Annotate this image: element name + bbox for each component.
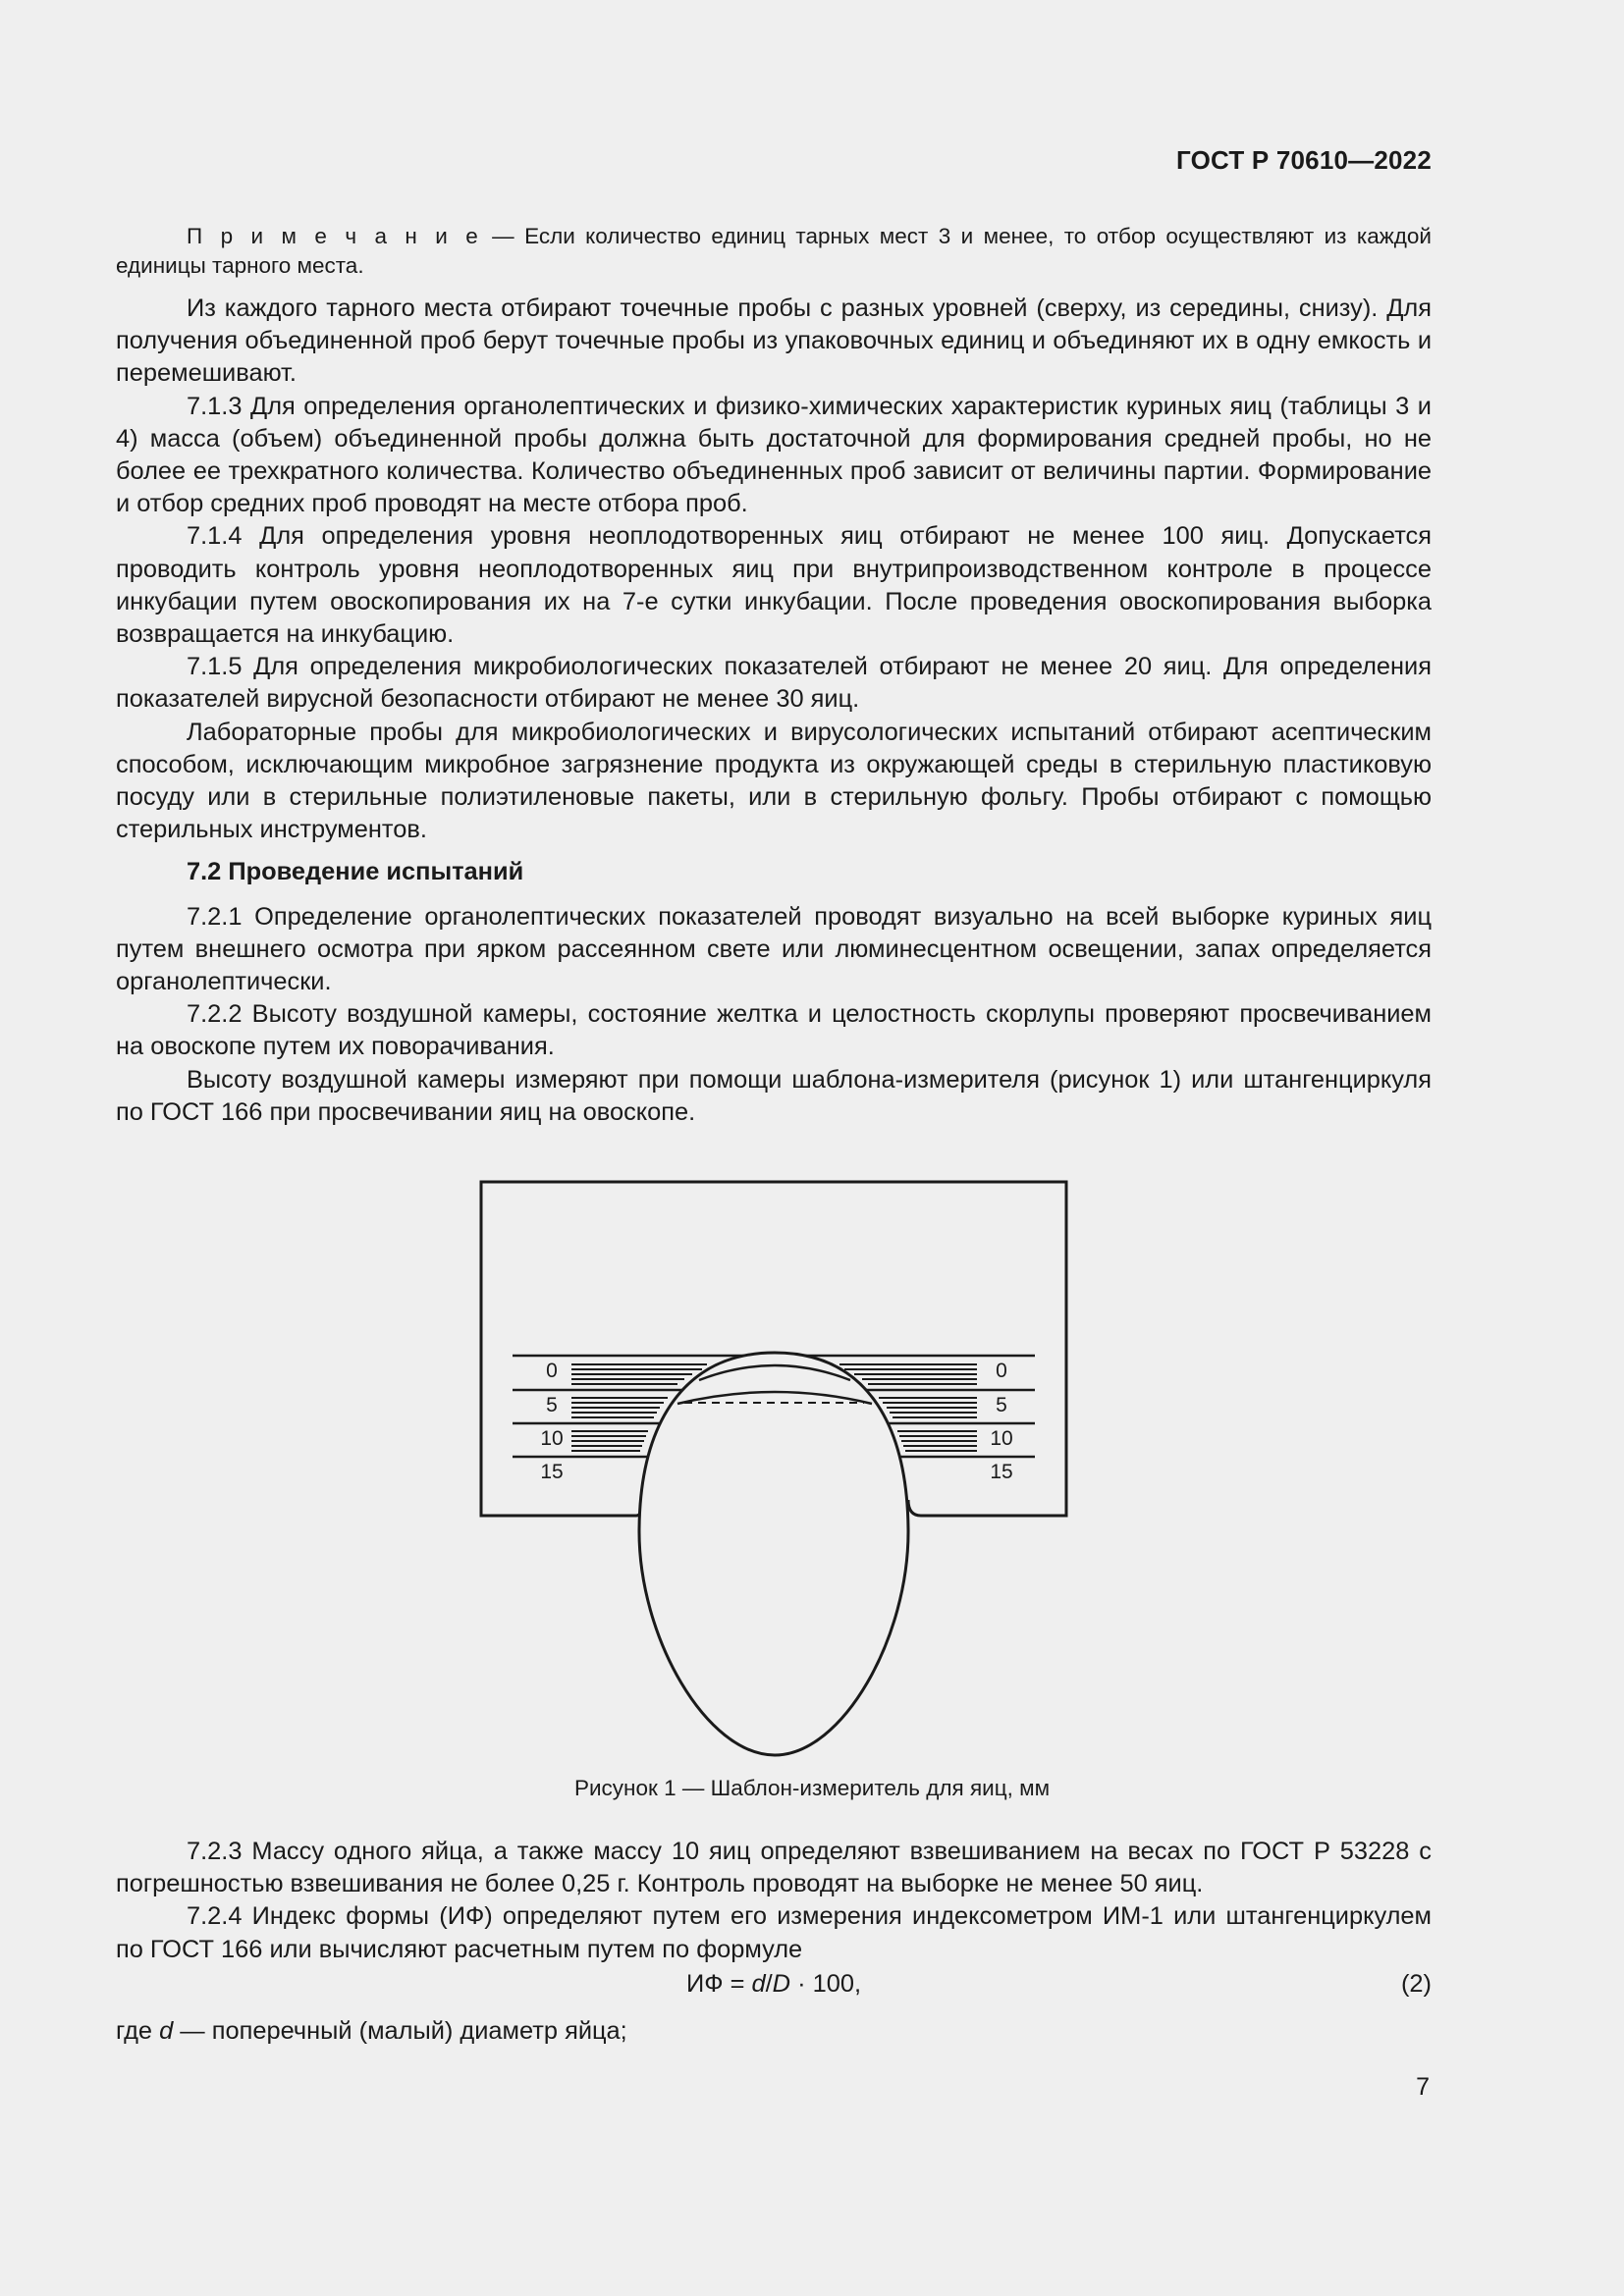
document-header: ГОСТ Р 70610—2022 xyxy=(1176,145,1432,175)
scale-label-left: 10 xyxy=(540,1427,564,1450)
after-figure-text xyxy=(116,1836,1432,2048)
formula xyxy=(116,1968,1432,2001)
where-var: d xyxy=(159,2016,174,2045)
scale-label-left: 5 xyxy=(546,1394,558,1416)
main-text xyxy=(116,222,1432,1129)
paragraph: 7.1.4 Для определения уровня неоплодотворенных яиц отбирают не менее 100 яиц. Допускается проводить контроль уровня неоплодотворенных яиц при внутрипроизводственном контроле в процессе инкубации путем овоскопирования их на 7-е сутки инкубации. После проведения овоскопирования выборка возвращается на инкубацию. xyxy=(116,522,1432,649)
formula-var-D: D xyxy=(772,1969,791,1998)
egg-gauge-drawing xyxy=(0,1176,1624,1785)
scale-label-right: 0 xyxy=(996,1360,1007,1382)
page-number: 7 xyxy=(1416,2073,1430,2101)
where-clause xyxy=(116,2015,1432,2048)
egg-gauge-figure xyxy=(0,1176,1624,1785)
paragraph: 7.2.1 Определение органолептических показателей проводят визуально на всей выборке куриных яиц путем внешнего осмотра при ярком рассеянном свете или люминесцентном освещении, запах определяется органолептически. xyxy=(116,902,1432,996)
paragraph: Из каждого тарного места отбирают точечные пробы с разных уровней (сверху, из середины, снизу). Для получения объединенной проб берут точечные пробы из упаковочных единиц и объединяют их в одну емкость и перемешивают. xyxy=(116,294,1432,388)
formula-lhs: ИФ = xyxy=(685,1969,752,1998)
where-prefix: где xyxy=(116,2016,160,2045)
note-paragraph xyxy=(116,222,1432,281)
formula-line xyxy=(116,1968,1432,2005)
egg-outline xyxy=(639,1353,908,1755)
paragraph: Высоту воздушной камеры измеряют при помощи шаблона-измерителя (рисунок 1) или штангенциркуля по ГОСТ 166 при просвечивании яиц на овоскопе. xyxy=(116,1065,1432,1126)
scale-label-right: 10 xyxy=(990,1427,1013,1450)
scale-label-right: 15 xyxy=(990,1461,1013,1483)
paragraph: 7.2.4 Индекс формы (ИФ) определяют путем его измерения индексометром ИМ-1 или штангенциркулем по ГОСТ 166 или вычисляют расчетным путем по формуле xyxy=(116,1902,1432,1963)
note-label: П р и м е ч а н и е xyxy=(187,224,482,248)
paragraph: 7.2.2 Высоту воздушной камеры, состояние желтка и целостность скорлупы проверяют просвечиванием на овоскопе путем их поворачивания. xyxy=(116,1000,1432,1061)
formula-number: (2) xyxy=(1400,1969,1432,1998)
note-text: — Если количество единиц тарных мест 3 и менее, то отбор осуществляют из каждой единицы тарного места. xyxy=(116,224,1432,278)
scale-label-right: 5 xyxy=(996,1394,1007,1416)
scale-label-left: 0 xyxy=(546,1360,558,1382)
where-text: — поперечный (малый) диаметр яйца; xyxy=(173,2016,627,2045)
formula-slash: / xyxy=(765,1969,773,1998)
figure-caption: Рисунок 1 — Шаблон-измеритель для яиц, мм xyxy=(573,1776,1051,1800)
paragraph: 7.2.3 Массу одного яйца, а также массу 10 яиц определяют взвешиванием на весах по ГОСТ Р 53228 с погрешностью взвешивания не более 0,25 г. Контроль проводят на выборке не менее 50 яиц. xyxy=(116,1838,1432,1898)
formula-var-d: d xyxy=(751,1969,766,1998)
paragraph: 7.1.3 Для определения органолептических и физико-химических характеристик куриных яиц (таблицы 3 и 4) масса (объем) объединенной пробы должна быть достаточной для формирования средней пробы, но не более ее трехкратного количества. Количество объединенных проб зависит от величины партии. Формирование и отбор средних проб проводят на месте отбора проб. xyxy=(116,392,1432,518)
scale-label-left: 15 xyxy=(540,1461,564,1483)
paragraph: 7.1.5 Для определения микробиологических показателей отбирают не менее 20 яиц. Для определения показателей вирусной безопасности отбирают не менее 30 яиц. xyxy=(116,653,1432,714)
paragraph: Лабораторные пробы для микробиологических и вирусологических испытаний отбирают асептическим способом, исключающим микробное загрязнение продукта из окружающей среды в стерильную пластиковую посуду или в стерильные полиэтиленовые пакеты, или в стерильную фольгу. Пробы отбирают с помощью стерильных инструментов. xyxy=(116,718,1432,844)
section-title: 7.2 Проведение испытаний xyxy=(187,858,524,886)
formula-rhs: · 100, xyxy=(790,1969,861,1998)
